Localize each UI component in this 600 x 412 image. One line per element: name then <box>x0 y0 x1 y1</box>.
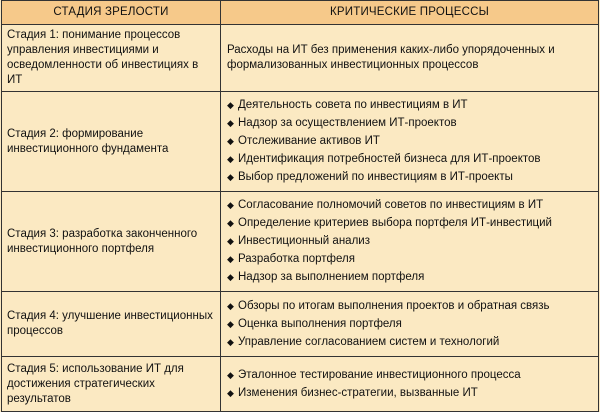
process-item-label: Инвестиционный анализ <box>238 235 370 247</box>
stage-label: Стадия 3: разработка законченного инвестиционного портфеля <box>7 227 198 255</box>
bullet-icon: ◆ <box>227 254 234 264</box>
process-item-label: Обзоры по итогам выполнения проектов и обратная связь <box>238 299 550 312</box>
bullet-icon: ◆ <box>227 369 234 380</box>
list-item <box>227 216 594 231</box>
process-item-label: Выбор предложений по инвестициям в ИТ-проекты <box>238 171 513 183</box>
stage-label: Стадия 4: улучшение инвестиционных процессов <box>7 310 213 337</box>
process-text: Расходы на ИТ без применения каких-либо упорядоченных и формализованных инвестиционных процессов <box>227 44 555 71</box>
stage-cell <box>2 192 221 292</box>
processes-cell <box>221 92 599 192</box>
list-item <box>227 198 594 213</box>
process-list <box>227 98 594 185</box>
table-row <box>2 192 599 292</box>
list-item <box>227 335 594 350</box>
process-list <box>227 368 594 401</box>
header-stage: СТАДИЯ ЗРЕЛОСТИ <box>2 1 221 25</box>
list-item <box>227 116 594 131</box>
list-item <box>227 134 594 149</box>
process-item-label: Разработка портфеля <box>238 253 355 265</box>
list-item <box>227 170 594 185</box>
bullet-icon: ◆ <box>227 300 234 311</box>
process-item-label: Деятельность совета по инвестициям в ИТ <box>238 99 468 111</box>
bullet-icon: ◆ <box>227 172 234 182</box>
list-item <box>227 270 594 285</box>
stage-cell <box>2 92 221 192</box>
table-row <box>2 357 599 412</box>
processes-cell <box>221 292 599 357</box>
processes-cell <box>221 192 599 292</box>
process-list <box>227 299 594 350</box>
process-item-label: Эталонное тестирование инвестиционного процесса <box>238 368 521 381</box>
process-item-label: Надзор за осуществлением ИТ-проектов <box>238 117 457 129</box>
table-row <box>2 25 599 92</box>
process-item-label: Изменения бизнес-стратегии, вызванные ИТ <box>238 386 478 399</box>
process-item-label: Оценка выполнения портфеля <box>238 317 402 330</box>
list-item <box>227 98 594 113</box>
process-item-label: Отслеживание активов ИТ <box>238 135 380 147</box>
list-item <box>227 252 594 267</box>
list-item <box>227 317 594 332</box>
bullet-icon: ◆ <box>227 100 234 110</box>
process-item-label: Определение критериев выбора портфеля ИТ-инвестиций <box>238 217 552 229</box>
bullet-icon: ◆ <box>227 200 234 210</box>
stage-cell <box>2 25 221 92</box>
list-item <box>227 234 594 249</box>
bullet-icon: ◆ <box>227 218 234 228</box>
bullet-icon: ◆ <box>227 154 234 164</box>
maturity-table <box>1 0 599 412</box>
processes-cell <box>221 25 599 92</box>
process-item-label: Управление согласованием систем и технологий <box>238 335 500 348</box>
bullet-icon: ◆ <box>227 236 234 246</box>
table-row <box>2 292 599 357</box>
stage-label: Стадия 2: формирование инвестиционного фундамента <box>7 127 169 155</box>
list-item <box>227 152 594 167</box>
list-item <box>227 368 594 383</box>
table-row <box>2 92 599 192</box>
header-row <box>2 1 599 25</box>
header-processes: КРИТИЧЕСКИЕ ПРОЦЕССЫ <box>221 1 599 25</box>
stage-cell <box>2 292 221 357</box>
bullet-icon: ◆ <box>227 118 234 128</box>
process-item-label: Согласование полномочий советов по инвестициям в ИТ <box>238 199 544 211</box>
bullet-icon: ◆ <box>227 336 234 347</box>
list-item <box>227 386 594 401</box>
processes-cell <box>221 357 599 412</box>
process-item-label: Идентификация потребностей бизнеса для ИТ-проектов <box>238 153 541 165</box>
process-list <box>227 198 594 285</box>
bullet-icon: ◆ <box>227 136 234 146</box>
stage-label: Стадия 5: использование ИТ для достижения стратегических результатов <box>7 362 184 405</box>
stage-cell <box>2 357 221 412</box>
bullet-icon: ◆ <box>227 272 234 282</box>
stage-label: Стадия 1: понимание процессов управления инвестициями и осведомленности об инвестициях в ИТ <box>7 29 199 86</box>
bullet-icon: ◆ <box>227 318 234 329</box>
list-item <box>227 299 594 314</box>
process-item-label: Надзор за выполнением портфеля <box>238 271 425 283</box>
bullet-icon: ◆ <box>227 387 234 398</box>
